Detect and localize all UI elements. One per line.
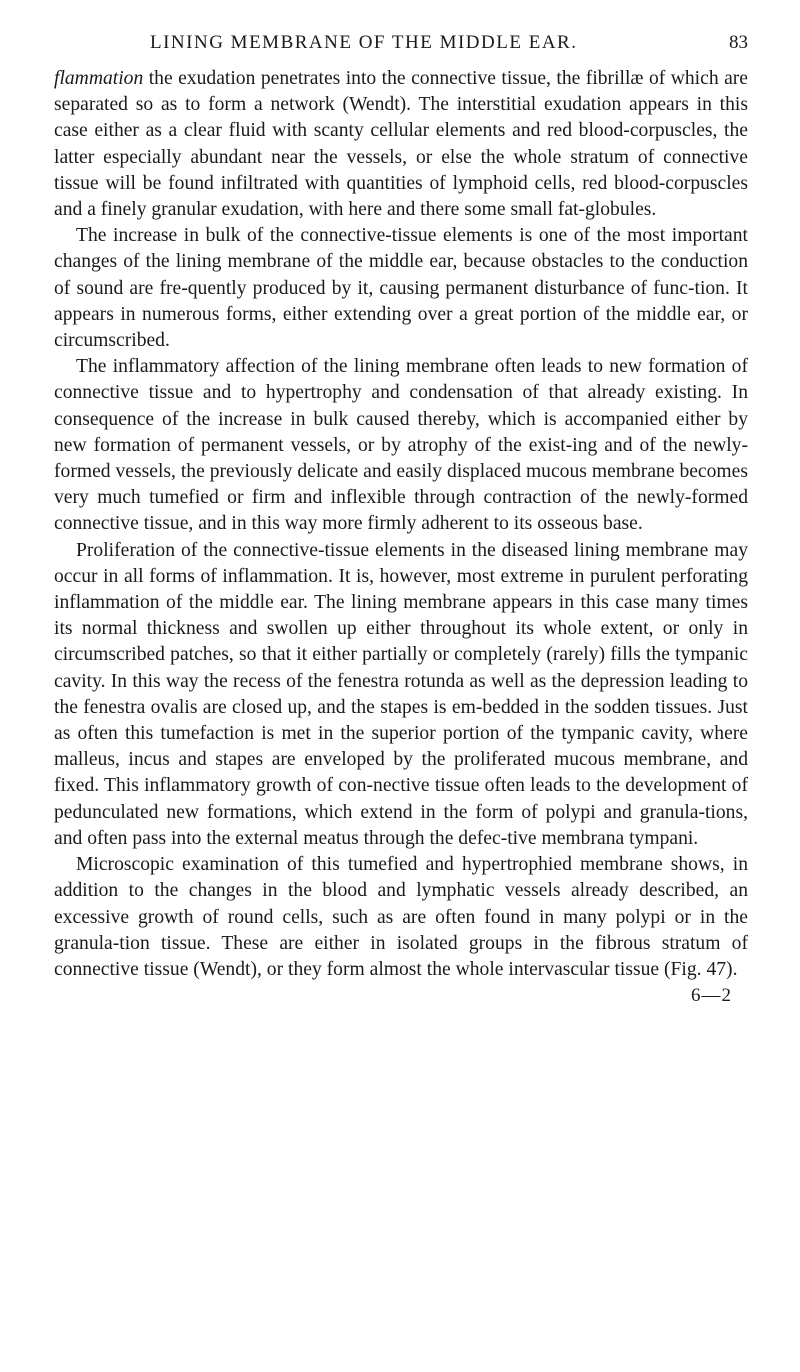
book-page [54,30,748,1007]
italic-lead-word: flammation [54,68,144,89]
running-title: LINING MEMBRANE OF THE MIDDLE EAR. [150,32,578,53]
paragraph-5: Microscopic examination of this tumefied and hypertrophied membrane shows, in addition to the changes in the blood and lymphatic vessels already described, an excessive growth of round cells, such as are often found in many polypi or in the granula-tion tissue. These are either in isolated groups in the fibrous stratum of connective tissue (Wendt), or they form almost the whole intervascular tissue (Fig. 47). [54,854,748,980]
paragraph-1-text: the exudation penetrates into the connective tissue, the fibrillæ of which are separated so as to form a network (Wendt). The interstitial exudation appears in this case either as a clear fluid with scanty cellular elements and red blood-corpuscles, the latter especially abundant near the vessels, or else the whole stratum of connective tissue will be found infiltrated with quantities of lymphoid cells, red blood-corpuscles and a finely granular exudation, with here and there some small fat-globules. [54,68,748,221]
running-head [54,30,748,66]
paragraph-4: Proliferation of the connective-tissue elements in the diseased lining membrane may occur in all forms of inflammation. It is, however, most extreme in purulent perforating inflammation of the middle ear. The lining membrane appears in this case many times its normal thickness and swollen up either throughout its whole extent, or only in circumscribed patches, so that it either partially or completely (rarely) fills the tympanic cavity. In this way the recess of the fenestra rotunda as well as the depression leading to the fenestra ovalis are closed up, and the stapes is em-bedded in the sodden tissues. Just as often this tumefaction is met in the superior portion of the tympanic cavity, where malleus, incus and stapes are enveloped by the proliferated mucous membrane, and fixed. This inflammatory growth of con-nective tissue often leads to the development of pedunculated new formations, which extend in the form of polypi and granula-tions, and often pass into the external meatus through the defec-tive membrana tympani. [54,539,748,849]
paragraph-2: The increase in bulk of the connective-tissue elements is one of the most important changes of the lining membrane of the middle ear, because obstacles to the conduction of sound are fre-quently produced by it, causing permanent disturbance of func-tion. It appears in numerous forms, either extending over a great portion of the middle ear, or circumscribed. [54,225,748,352]
paragraph-1 [54,66,748,223]
body-text [54,66,748,983]
signature-mark: 6—2 [691,985,732,1007]
paragraph-3: The inflammatory affection of the lining membrane often leads to new formation of connective tissue and to hypertrophy and condensation of that already existing. In consequence of the increase in bulk caused thereby, which is accompanied either by new formation of permanent vessels, or by atrophy of the exist-ing and of the newly-formed vessels, the previously delicate and easily displaced mucous membrane becomes very much tumefied or firm and inflexible through contraction of the newly-formed connective tissue, and in this way more firmly adherent to its osseous base. [54,356,748,535]
page-number: 83 [729,32,748,53]
